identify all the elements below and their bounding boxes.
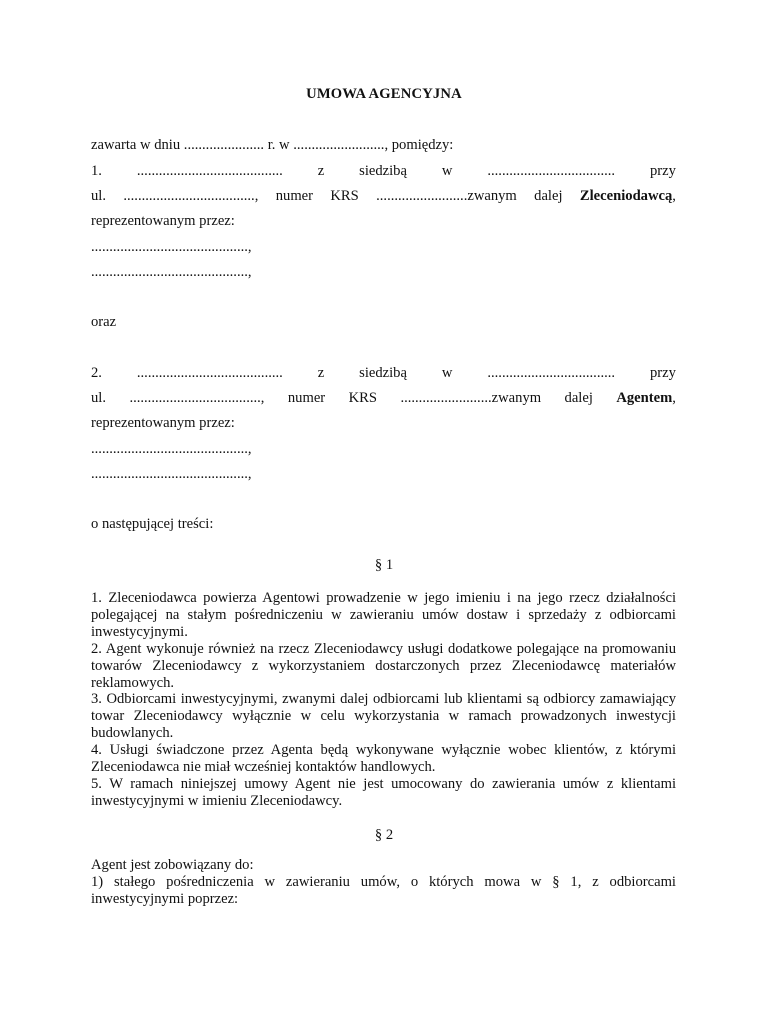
party1-line1	[91, 162, 676, 180]
party1-role: Zleceniodawcą	[579, 188, 673, 204]
party1-word: z	[317, 163, 325, 179]
party2-line1	[91, 364, 676, 382]
party2-represented: reprezentowanym przez:	[91, 415, 235, 431]
party1-city-blank: ...................................	[487, 163, 616, 179]
party1-word: siedzibą	[359, 163, 407, 179]
party2-word: ul.	[91, 390, 106, 406]
party2-name-blank: ........................................	[136, 365, 283, 381]
party2-role-wrap: Agentem,	[616, 390, 676, 406]
party1-krs-blank: .........................zwanym	[376, 188, 517, 204]
party2-word: siedzibą	[359, 365, 407, 381]
party2-line2	[91, 389, 676, 407]
party1-represented: reprezentowanym przez:	[91, 213, 235, 229]
section2-body	[91, 857, 676, 908]
party2-word: przy	[649, 365, 676, 381]
party2-krs-blank: .........................zwanym	[400, 390, 542, 406]
party1-street-blank: ....................................,	[123, 188, 259, 204]
party2-role: Agentem	[616, 390, 673, 406]
party1-word: w	[441, 163, 453, 179]
section2-item: 1) stałego pośredniczenia w zawieraniu umów, o których mowa w § 1, z odbiorcami inwestycyjnymi poprzez:	[91, 873, 676, 907]
party1-name-blank: ........................................	[136, 163, 283, 179]
document-title: UMOWA AGENCYJNA	[306, 86, 462, 102]
party1-line2	[91, 187, 676, 205]
party2-rep2: ...........................................,	[91, 466, 252, 482]
section1-item: 2. Agent wykonuje również na rzecz Zleceniodawcy usługi dodatkowe polegające na promowaniu towarów Zleceniodawcy z wykorzystaniem dostarczonych przez Zleceniodawcę materiałów reklamowych.	[91, 640, 676, 691]
party1-role-wrap: Zleceniodawcą,	[579, 188, 676, 204]
intro-line: zawarta w dniu ...................... r. w ........................., pomiędzy:	[91, 137, 454, 153]
section1-item: 4. Usługi świadczone przez Agenta będą wykonywane wyłącznie wobec klientów, z którymi Zleceniodawca nie miał wcześniej kontaktów handlowych.	[91, 742, 676, 776]
party1-word: numer	[275, 188, 314, 204]
party1-number: 1.	[91, 163, 102, 179]
party2-word: KRS	[348, 390, 377, 406]
party1-word: dalej	[534, 188, 563, 204]
party2-word: dalej	[564, 390, 593, 406]
party1-word: ul.	[91, 188, 106, 204]
party1-word: przy	[649, 163, 676, 179]
party2-rep1: ...........................................,	[91, 441, 252, 457]
party1-rep2: ...........................................,	[91, 264, 252, 280]
content-intro: o następującej treści:	[91, 516, 214, 532]
section1-item: 1. Zleceniodawca powierza Agentowi prowadzenie w jego imieniu i na jego rzecz działalności polegającej na stałym pośredniczeniu w zawieraniu umów dostaw i sprzedaży z odbiorcami inwestycyjnymi.	[91, 590, 676, 640]
party2-street-blank: ....................................,	[129, 390, 265, 406]
section1-heading: § 1	[374, 557, 394, 573]
section1-body	[91, 590, 676, 810]
section1-item: 3. Odbiorcami inwestycyjnymi, zwanymi dalej odbiorcami lub klientami są odbiorcy zamawiający towar Zleceniodawcy wyłącznie w celu wykorzystania w ramach prowadzonych inwestycji budowlanych.	[91, 691, 676, 742]
section2-heading: § 2	[374, 827, 394, 843]
party2-word: w	[441, 365, 453, 381]
party2-word: numer	[287, 390, 326, 406]
oraz-text: oraz	[91, 314, 117, 330]
section2-item: Agent jest zobowiązany do:	[91, 857, 254, 873]
party2-number: 2.	[91, 365, 102, 381]
party1-word: KRS	[330, 188, 359, 204]
party2-city-blank: ...................................	[487, 365, 616, 381]
party1-rep1: ...........................................,	[91, 239, 252, 255]
section1-item: 5. W ramach niniejszej umowy Agent nie jest umocowany do zawierania umów z klientami inwestycyjnymi w imieniu Zleceniodawcy.	[91, 775, 676, 809]
party2-word: z	[317, 365, 325, 381]
